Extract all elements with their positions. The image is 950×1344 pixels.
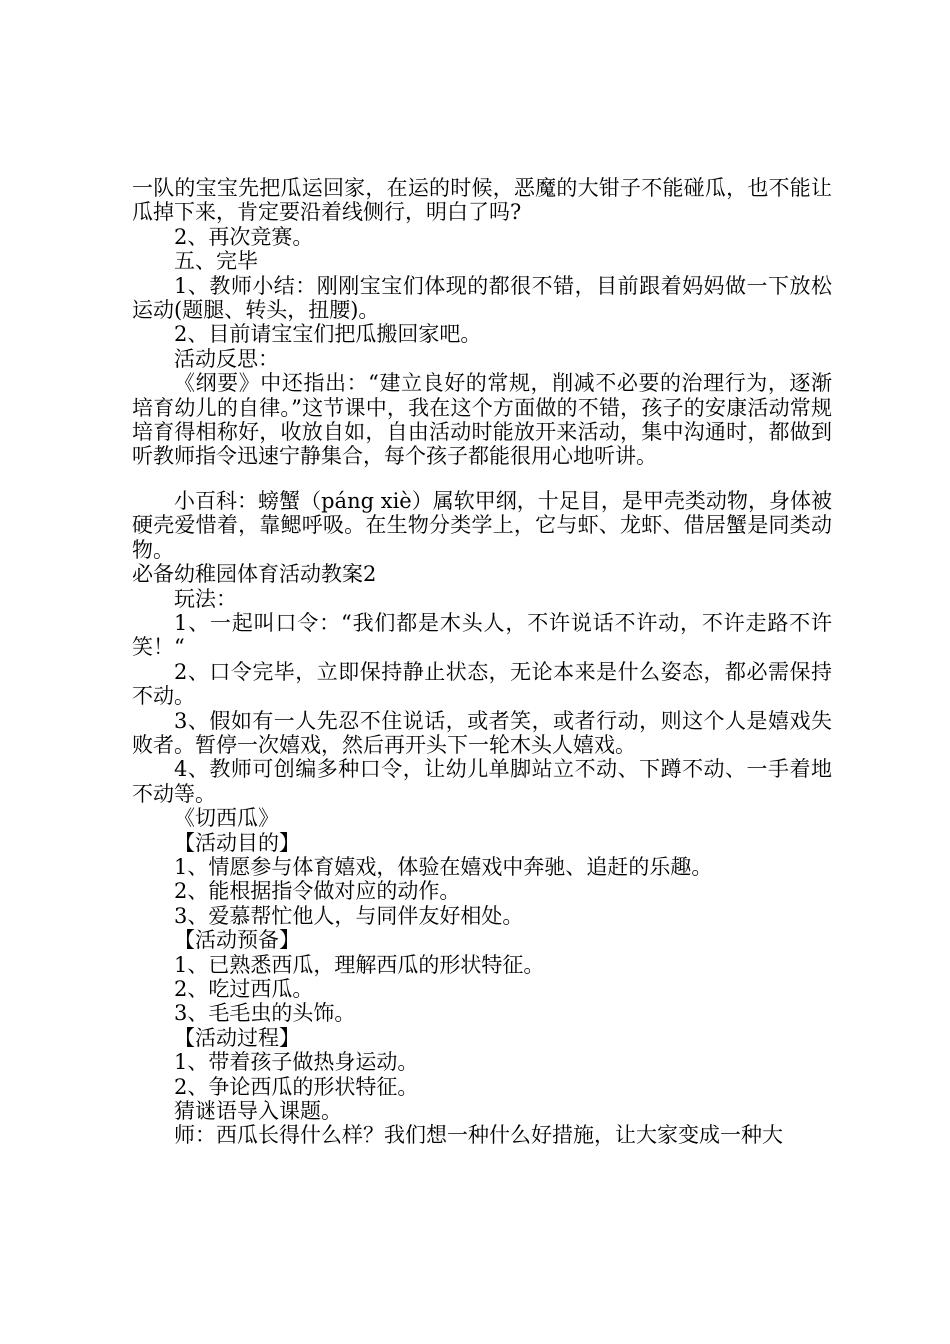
paragraph: 《纲要》中还指出：“建立良好的常规，削减不必要的治理行为，逐渐培育幼儿的自律。”这节课中，我在这个方面做的不错，孩子的安康活动常规培育得相称好，收放自如，自由活动时能放开来活动，集中沟通时，都做到听教师指令迅速宁静集合，每个孩子都能很用心地听讲。: [132, 371, 832, 469]
document-title: 必备幼稚园体育活动教案2: [132, 562, 377, 587]
paragraph: 3、假如有一人先忍不住说话，或者笑，或者行动，则这个人是嬉戏失败者。暂停一次嬉戏，然后再开头下一轮木头人嬉戏。: [132, 708, 832, 757]
section-heading: 《切西瓜》: [174, 806, 279, 831]
paragraph: 2、口令完毕，立即保持静止状态，无论本来是什么姿态，都必需保持不动。: [132, 659, 832, 709]
paragraph: 2、目前请宝宝们把瓜搬回家吧。: [174, 322, 482, 347]
paragraph: 1、一起叫口令：“我们都是木头人，不许说话不许动，不许走路不许笑！“: [132, 610, 832, 660]
list-item: 1、已熟悉西瓜，理解西瓜的形状特征。: [174, 952, 545, 977]
paragraph: 一队的宝宝先把瓜运回家，在运的时候，恶魔的大钳子不能碰瓜，也不能让瓜掉下来，肯定要沿着线侧行，明白了吗?: [132, 176, 832, 225]
list-item: 1、情愿参与体育嬉戏，体验在嬉戏中奔驰、追赶的乐趣。: [174, 854, 713, 879]
list-item: 3、爱慕帮忙他人，与同伴友好相处。: [174, 903, 524, 928]
section-heading: 玩法：: [174, 586, 237, 611]
list-item: 3、毛毛虫的头饰。: [174, 1001, 356, 1026]
section-heading: 活动反思：: [174, 346, 279, 371]
section-heading: 【活动预备】: [174, 928, 300, 953]
section-heading: 【活动过程】: [174, 1025, 300, 1050]
list-item: 2、吃过西瓜。: [174, 977, 314, 1001]
document-body: [132, 176, 832, 1148]
list-item: 2、能根据指令做对应的动作。: [174, 879, 461, 904]
paragraph: 1、教师小结：刚刚宝宝们体现的都很不错，目前跟着妈妈做一下放松运动(题腿、转头，扭腰)。: [132, 273, 832, 323]
section-heading: 五、完毕: [174, 249, 258, 274]
paragraph: 猜谜语导入课题。: [174, 1099, 342, 1124]
paragraph: 师：西瓜长得什么样？我们想一种什么好措施，让大家变成一种大: [174, 1123, 783, 1148]
paragraph: 小百科：螃蟹（páng xiè）属软甲纲，十足目，是甲壳类动物，身体被硬壳爱惜着，靠鳃呼吸。在生物分类学上，它与虾、龙虾、借居蟹是同类动物。: [132, 488, 832, 562]
list-item: 1、带着孩子做热身运动。: [174, 1050, 419, 1075]
section-heading: 【活动目的】: [174, 830, 300, 855]
paragraph: 2、再次竞赛。: [174, 224, 314, 249]
list-item: 2、争论西瓜的形状特征。: [174, 1074, 419, 1099]
paragraph: 4、教师可创编多种口令，让幼儿单脚站立不动、下蹲不动、一手着地不动等。: [132, 757, 832, 806]
